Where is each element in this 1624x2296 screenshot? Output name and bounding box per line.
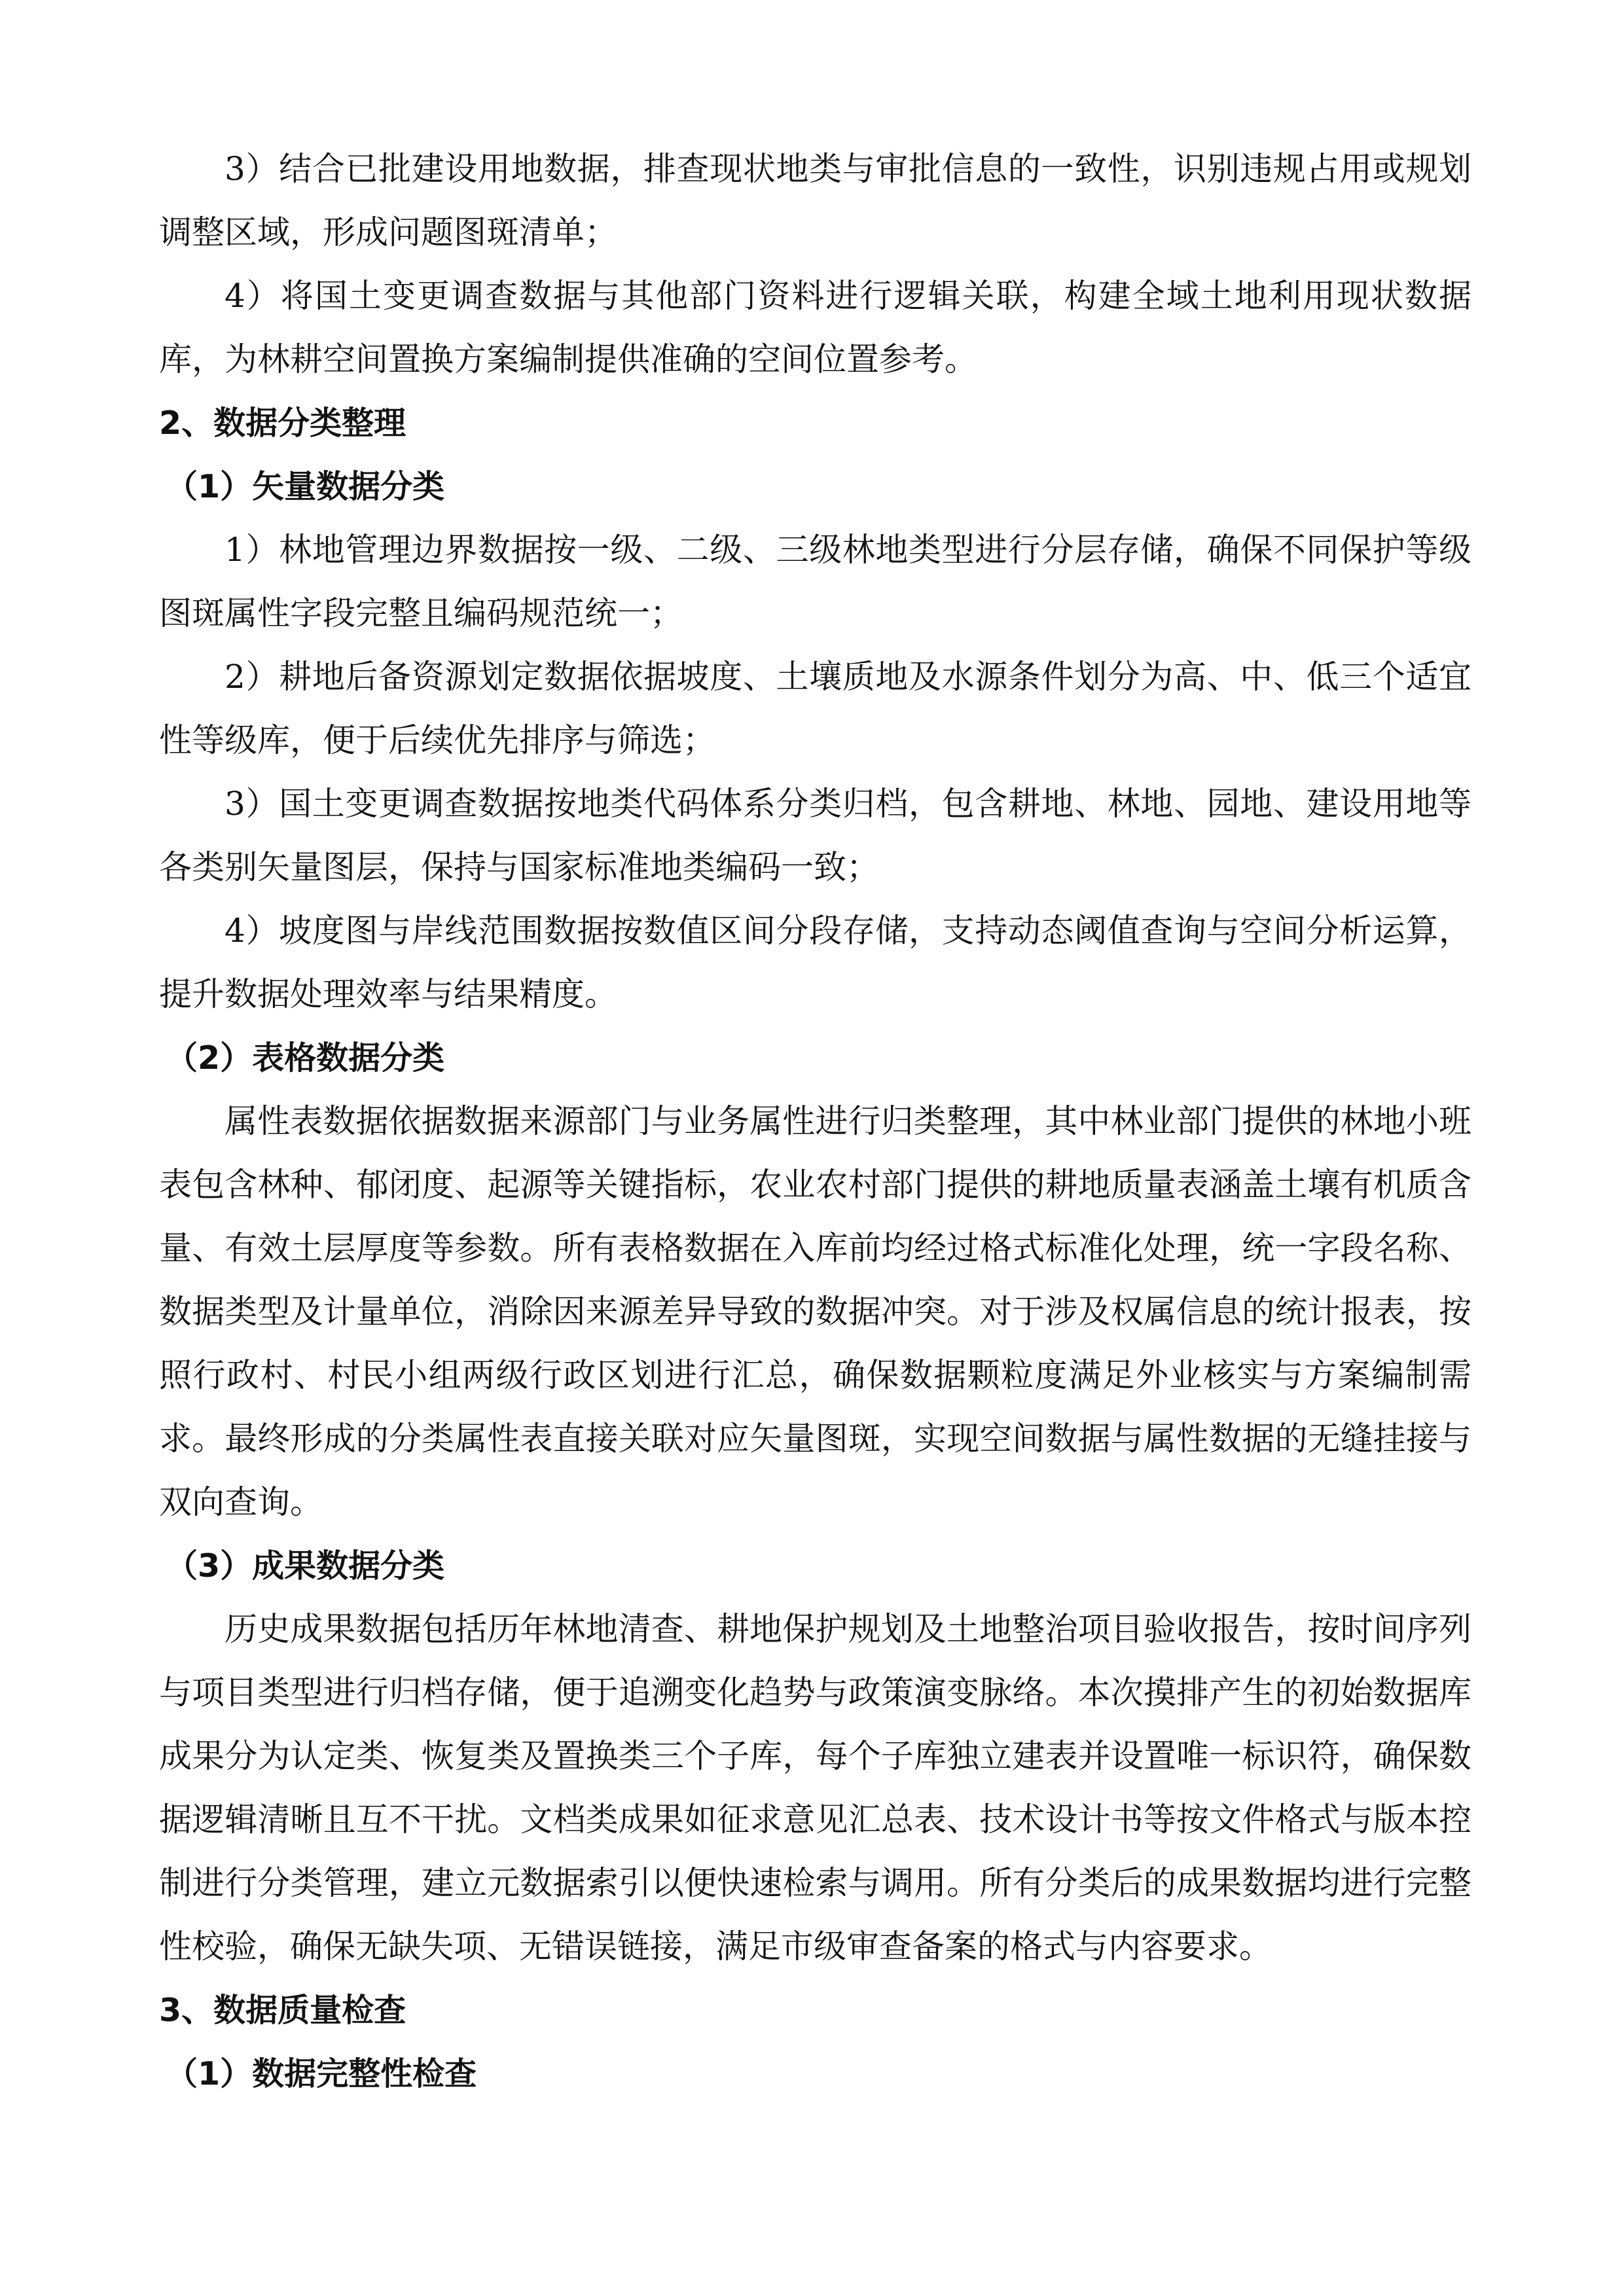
document-body (159, 137, 1471, 2106)
subsection-heading-completeness: （1）数据完整性检查 (166, 2055, 477, 2092)
paragraph-vector-3: 3）国土变更调查数据按地类代码体系分类归档，包含耕地、林地、园地、建设用地等各类别矢量图层，保持与国家标准地类编码一致； (159, 785, 1471, 886)
subsection-heading-table: （2）表格数据分类 (166, 1039, 445, 1077)
subsection-heading-vector: （1）矢量数据分类 (166, 468, 445, 505)
paragraph-results: 历史成果数据包括历年林地清查、耕地保护规划及土地整治项目验收报告，按时间序列与项目类型进行归档存储，便于追溯变化趋势与政策演变脉络。本次摸排产生的初始数据库成果分为认定类、恢复类及置换类三个子库，每个子库独立建表并设置唯一标识符，确保数据逻辑清晰且互不干扰。文档类成果如征求意见汇总表、技术设计书等按文件格式与版本控制进行分类管理，建立元数据索引以便快速检索与调用。所有分类后的成果数据均进行完整性校验，确保无缺失项、无错误链接，满足市级审查备案的格式与内容要求。 (159, 1610, 1471, 1965)
paragraph-vector-4: 4）坡度图与岸线范围数据按数值区间分段存储，支持动态阈值查询与空间分析运算，提升数据处理效率与结果精度。 (159, 912, 1471, 1013)
section-heading-2: 2、数据分类整理 (159, 404, 406, 442)
paragraph-item-3: 3）结合已批建设用地数据，排查现状地类与审批信息的一致性，识别违规占用或规划调整区域，形成问题图斑清单； (159, 150, 1471, 251)
paragraph-item-4: 4）将国土变更调查数据与其他部门资料进行逻辑关联，构建全域土地利用现状数据库，为林耕空间置换方案编制提供准确的空间位置参考。 (159, 277, 1471, 378)
paragraph-vector-2: 2）耕地后备资源划定数据依据坡度、土壤质地及水源条件划分为高、中、低三个适宜性等级库，便于后续优先排序与筛选； (159, 658, 1471, 759)
subsection-heading-results: （3）成果数据分类 (166, 1547, 445, 1585)
paragraph-table: 属性表数据依据数据来源部门与业务属性进行归类整理，其中林业部门提供的林地小班表包含林种、郁闭度、起源等关键指标，农业农村部门提供的耕地质量表涵盖土壤有机质含量、有效土层厚度等参数。所有表格数据在入库前均经过格式标准化处理，统一字段名称、数据类型及计量单位，消除因来源差异导致的数据冲突。对于涉及权属信息的统计报表，按照行政村、村民小组两级行政区划进行汇总，确保数据颗粒度满足外业核实与方案编制需求。最终形成的分类属性表直接关联对应矢量图斑，实现空间数据与属性数据的无缝挂接与双向查询。 (159, 1102, 1471, 1521)
paragraph-vector-1: 1）林地管理边界数据按一级、二级、三级林地类型进行分层存储，确保不同保护等级图斑属性字段完整且编码规范统一； (159, 531, 1471, 632)
section-heading-3: 3、数据质量检查 (159, 1992, 406, 2029)
